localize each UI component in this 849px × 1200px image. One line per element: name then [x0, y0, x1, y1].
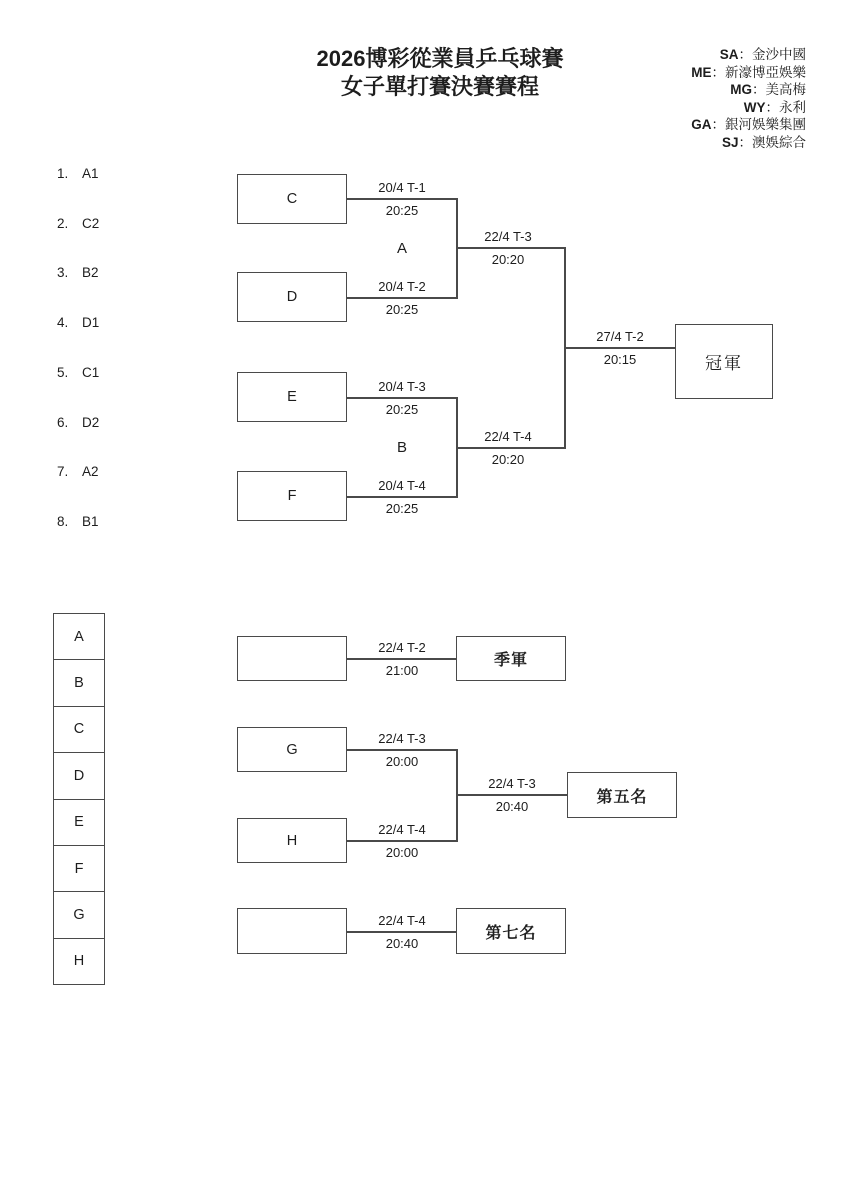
- legend-row: [691, 99, 806, 117]
- match-schedule: 20/4 T-3: [378, 379, 426, 394]
- seed-row: [57, 264, 99, 282]
- legend-name: 美高梅: [765, 82, 806, 97]
- bracket-box-group-d: [237, 272, 347, 322]
- champion-box: [675, 324, 773, 399]
- legend-separator: ：: [738, 134, 752, 150]
- match-schedule: 27/4 T-2: [596, 329, 644, 344]
- seed-row: [57, 165, 99, 183]
- group-cell-label: G: [73, 906, 85, 923]
- seed-row: [57, 463, 99, 481]
- seed-group-code: C2: [82, 216, 100, 231]
- match-schedule: 22/4 T-3: [378, 731, 426, 746]
- legend-separator: ：: [711, 64, 725, 80]
- match-time: 20:40: [495, 799, 529, 814]
- seventh-place-label: 第七名: [485, 924, 537, 942]
- legend-row: [691, 116, 806, 134]
- seed-group-code: C1: [82, 365, 100, 380]
- bracket-connector-h: [347, 749, 457, 751]
- legend-separator: ：: [711, 117, 725, 132]
- bracket-connector-h: [347, 297, 457, 299]
- group-cell: [54, 892, 104, 938]
- seed-number: 4.: [57, 315, 69, 330]
- match-time: 20:00: [385, 845, 419, 860]
- legend-row: [691, 134, 806, 152]
- seed-row: [57, 215, 99, 233]
- bracket-connector-h: [347, 496, 457, 498]
- seed-number: 7.: [57, 464, 69, 479]
- legend-code: SJ: [721, 134, 739, 150]
- match-time: 21:00: [385, 663, 419, 678]
- legend-name: 新濠博亞娛樂: [725, 64, 806, 80]
- legend-row: [691, 81, 806, 99]
- legend-code: ME: [691, 64, 712, 80]
- group-cell: [54, 939, 104, 984]
- page-title: [140, 45, 740, 101]
- bracket-connector-h: [347, 397, 457, 399]
- match-time: 20:15: [603, 352, 637, 367]
- seed-group-code: A2: [82, 464, 99, 479]
- group-cell: [54, 753, 104, 799]
- fifth-place-label: 第五名: [596, 788, 648, 806]
- legend-code: SA: [719, 47, 739, 62]
- match-schedule: 22/4 T-3: [484, 229, 532, 244]
- title-line-2: 女子單打賽決賽賽程: [340, 74, 539, 99]
- seed-group-code: A1: [82, 166, 99, 181]
- seventh-place-box: [456, 908, 566, 954]
- bracket-connector-h: [347, 198, 457, 200]
- match-time: 20:25: [385, 203, 419, 218]
- group-cell: [54, 800, 104, 846]
- bracket-box-group-g: [237, 727, 347, 772]
- match-schedule: 20/4 T-1: [378, 180, 426, 195]
- legend-name: 永利: [779, 99, 806, 115]
- match-schedule: 22/4 T-3: [488, 776, 536, 791]
- group-label: F: [287, 488, 297, 504]
- legend-row: [691, 46, 806, 64]
- match-time: 20:20: [491, 452, 525, 467]
- seed-number: 5.: [57, 365, 69, 380]
- group-cell: [54, 846, 104, 892]
- group-cell-label: A: [74, 628, 84, 645]
- bracket-box-group-f: [237, 471, 347, 521]
- seed-row: [57, 513, 99, 531]
- bracket-connector-h: [347, 658, 457, 660]
- group-cell: [54, 614, 104, 660]
- legend-code: GA: [691, 117, 712, 132]
- bracket-box-group-c: [237, 174, 347, 224]
- seed-group-code: B2: [82, 265, 99, 280]
- legend-separator: ：: [765, 99, 779, 115]
- team-code-legend: [691, 46, 806, 151]
- match-schedule: 22/4 T-4: [484, 429, 532, 444]
- group-cell-label: B: [74, 675, 84, 692]
- third-place-label: 季軍: [493, 652, 528, 669]
- seed-row: [57, 314, 99, 332]
- bracket-connector-h: [456, 794, 568, 796]
- seed-number: 2.: [57, 216, 69, 231]
- group-cell: [54, 660, 104, 706]
- bracket-connector-h: [564, 347, 676, 349]
- group-label: E: [287, 389, 297, 405]
- group-cell: [54, 707, 104, 753]
- group-label: G: [286, 741, 298, 758]
- bracket-connector-h: [347, 931, 457, 933]
- match-time: 20:20: [491, 252, 525, 267]
- group-cell-label: C: [73, 721, 85, 738]
- match-schedule: 22/4 T-4: [378, 822, 426, 837]
- seed-number: 1.: [57, 166, 69, 181]
- seed-row: [57, 364, 99, 382]
- winner-group-label-b: B: [396, 439, 407, 456]
- legend-separator: ：: [738, 47, 752, 62]
- champion-label: 冠軍: [705, 354, 743, 373]
- seed-number: 8.: [57, 514, 69, 529]
- bracket-box-group-e: [237, 372, 347, 422]
- winner-group-label-a: A: [396, 240, 407, 257]
- bracket-connector-h: [347, 840, 457, 842]
- legend-name: 澳娛綜合: [752, 134, 806, 150]
- seventh-place-slot-box: [237, 908, 347, 954]
- legend-name: 金沙中國: [752, 47, 806, 62]
- group-cell-label: H: [73, 953, 85, 970]
- seed-group-code: D2: [82, 415, 100, 430]
- match-time: 20:25: [385, 302, 419, 317]
- group-label: D: [286, 289, 298, 305]
- legend-code: MG: [730, 82, 752, 97]
- bracket-connector-h: [456, 447, 565, 449]
- match-time: 20:25: [385, 402, 419, 417]
- legend-code: WY: [743, 99, 766, 115]
- title-line-1: 2026博彩從業員乒乓球賽: [316, 46, 564, 71]
- third-place-box: [456, 636, 566, 681]
- match-time: 20:25: [385, 501, 419, 516]
- bracket-connector-h: [456, 247, 565, 249]
- group-cell-label: D: [73, 767, 85, 784]
- third-place-slot-box: [237, 636, 347, 681]
- bracket-box-group-h: [237, 818, 347, 863]
- seed-row: [57, 414, 99, 432]
- match-time: 20:00: [385, 754, 419, 769]
- groups-table: [53, 613, 105, 985]
- legend-name: 銀河娛樂集團: [725, 117, 806, 132]
- group-cell-label: F: [74, 860, 84, 877]
- seed-number: 3.: [57, 265, 69, 280]
- match-schedule: 22/4 T-2: [378, 640, 426, 655]
- seed-number: 6.: [57, 415, 69, 430]
- seed-group-code: B1: [82, 514, 99, 529]
- seed-group-code: D1: [82, 315, 100, 330]
- match-time: 20:40: [385, 936, 419, 951]
- group-cell-label: E: [74, 814, 84, 831]
- group-label: H: [286, 832, 298, 849]
- match-schedule: 20/4 T-4: [378, 478, 426, 493]
- group-label: C: [286, 191, 298, 207]
- match-schedule: 20/4 T-2: [378, 279, 426, 294]
- legend-separator: ：: [752, 82, 766, 97]
- fifth-place-box: [567, 772, 677, 818]
- match-schedule: 22/4 T-4: [378, 913, 426, 928]
- legend-row: [691, 64, 806, 82]
